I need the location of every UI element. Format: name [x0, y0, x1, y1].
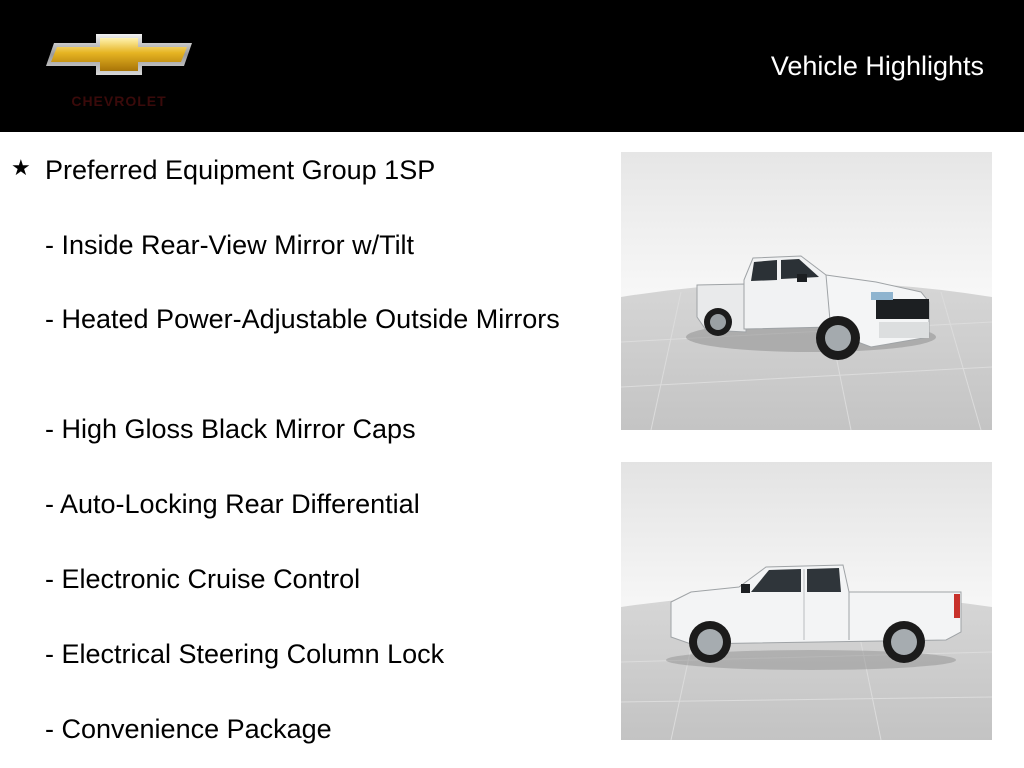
highlight-item: - Electrical Steering Column Lock [45, 639, 445, 669]
header-banner [0, 0, 1024, 132]
page-title: Vehicle Highlights [770, 51, 984, 81]
highlight-item: - Auto-Locking Rear Differential [45, 489, 420, 519]
chevrolet-logo [44, 34, 194, 112]
truck-front-three-quarter-photo [621, 152, 992, 430]
highlight-item: - Inside Rear-View Mirror w/Tilt [45, 230, 415, 260]
logo-wordmark: CHEVROLET [71, 93, 167, 109]
highlight-item: - Heated Power-Adjustable Outside Mirrors [45, 304, 560, 334]
star-icon: ★ [11, 155, 31, 180]
truck-side-profile-photo [621, 462, 992, 740]
highlight-item: - Convenience Package [45, 714, 332, 744]
highlight-item: Preferred Equipment Group 1SP [45, 155, 436, 185]
highlight-item: - Electronic Cruise Control [45, 564, 361, 594]
highlights-list [0, 132, 600, 768]
highlight-item: - High Gloss Black Mirror Caps [45, 414, 416, 444]
